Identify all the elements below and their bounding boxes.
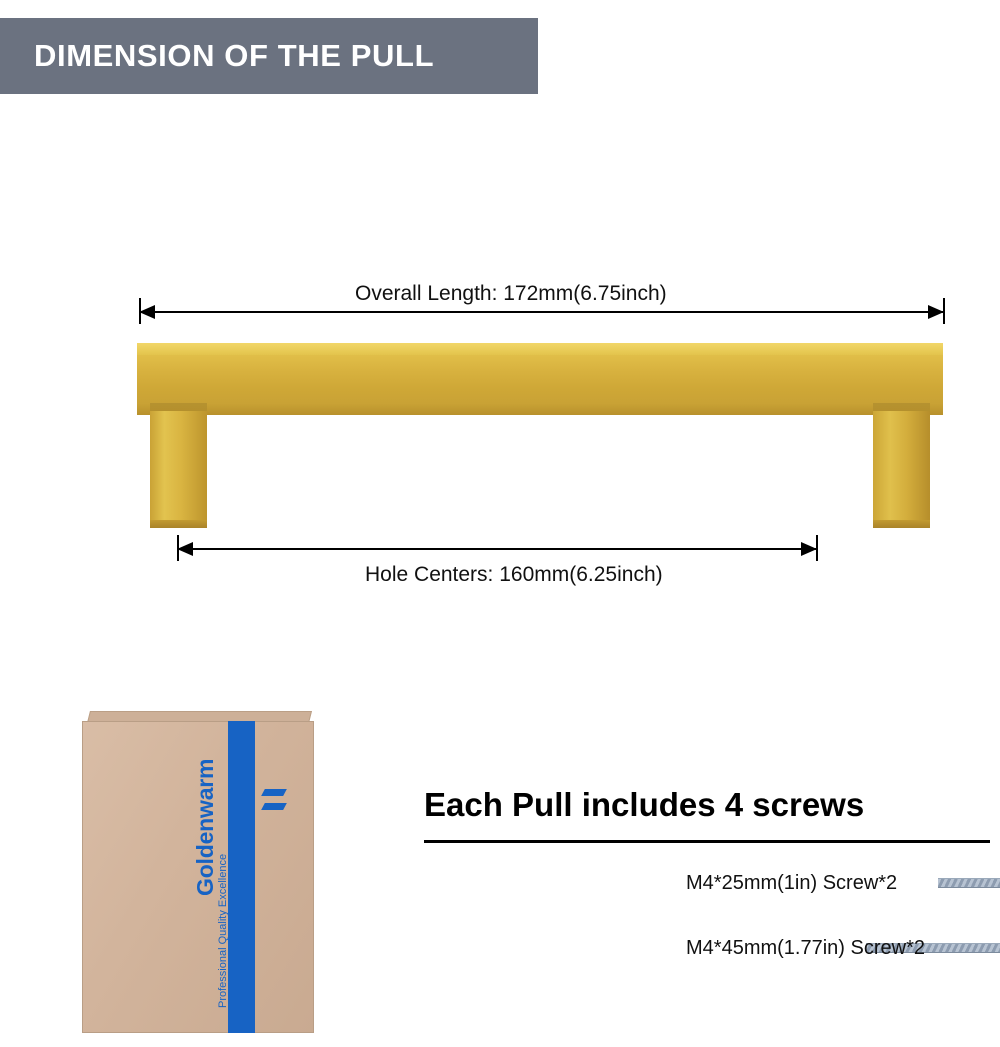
brand-tagline: Professional Quality Excellence (217, 853, 229, 1008)
screw-shaft-icon (938, 878, 1000, 888)
overall-length-dimension-line (139, 311, 944, 313)
arrow-head-left-top (139, 305, 155, 319)
screw-label: M4*45mm(1.77in) Screw*2 (686, 937, 925, 959)
screws-divider (424, 840, 990, 843)
arrow-head-right-top (928, 305, 944, 319)
screw-label: M4*25mm(1in) Screw*2 (686, 872, 898, 894)
page-title: DIMENSION OF THE PULL (34, 38, 435, 73)
box-stripe-dash-2 (261, 803, 287, 810)
header-banner (0, 18, 538, 94)
handle-bar-highlight (137, 343, 943, 355)
brand-name: Goldenwarm (192, 758, 218, 896)
cabinet-pull-handle (137, 343, 943, 528)
screw-icon (924, 870, 1000, 896)
box-blue-stripe (228, 721, 255, 1033)
screws-section (424, 786, 990, 1026)
screw-list-item (424, 929, 990, 969)
handle-bar (137, 343, 943, 415)
arrow-head-right-bottom (801, 542, 817, 556)
box-stripe-dash-1 (261, 789, 287, 796)
screw-list-item (424, 864, 990, 904)
screws-title: Each Pull includes 4 screws (424, 786, 865, 823)
product-package-box (82, 711, 314, 1033)
arrow-head-left-bottom (177, 542, 193, 556)
handle-foot-left (150, 520, 207, 528)
overall-length-label: Overall Length: 172mm(6.75inch) (355, 282, 667, 305)
hole-centers-label: Hole Centers: 160mm(6.25inch) (365, 563, 663, 586)
handle-foot-right (873, 520, 930, 528)
hole-centers-dimension-line (177, 548, 817, 550)
dimension-diagram (0, 250, 1000, 610)
handle-leg-left (150, 411, 207, 528)
handle-leg-right (873, 411, 930, 528)
